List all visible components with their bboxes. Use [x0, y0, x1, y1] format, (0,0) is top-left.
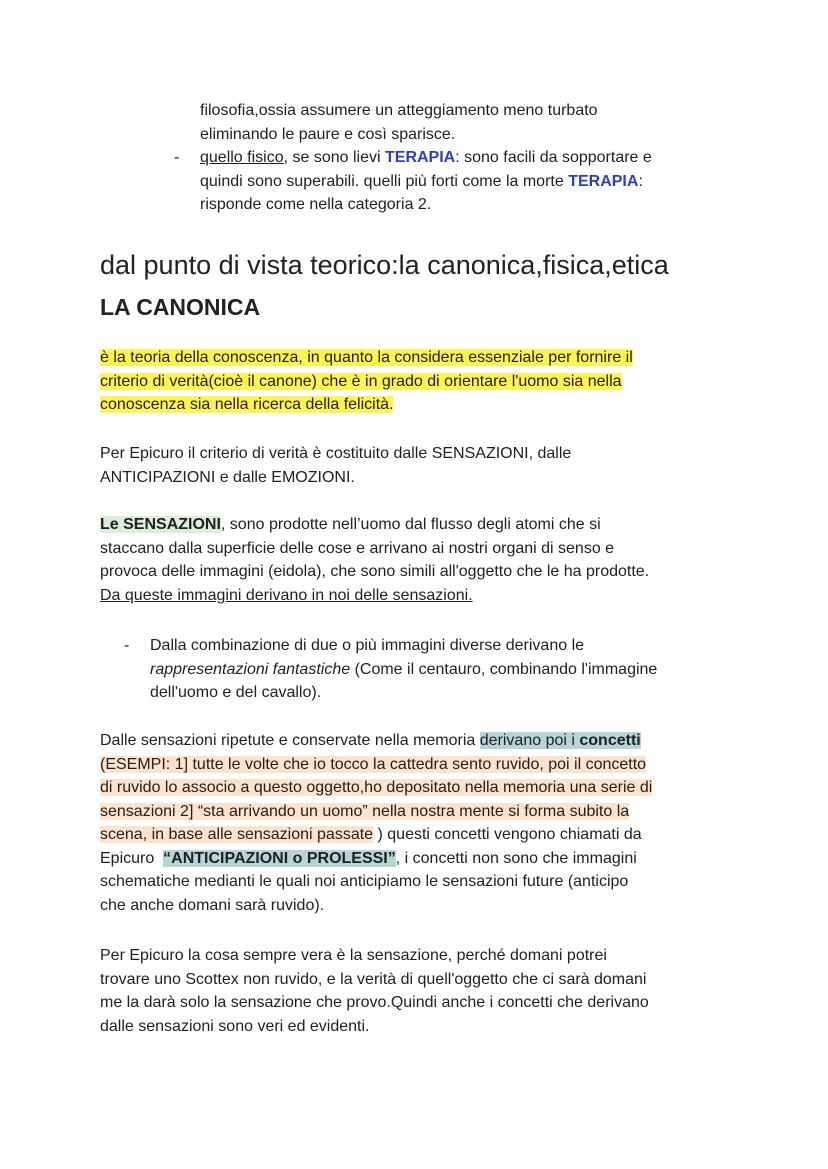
text-span: , sono prodotte nell’uomo dal flusso degli atomi che si	[220, 516, 601, 533]
definition-paragraph	[100, 346, 800, 417]
text-line: Dalla combinazione di due o più immagini diverse derivano le	[150, 637, 585, 654]
text-span: , se sono lievi	[283, 149, 385, 166]
keyword-terapia: TERAPIA	[385, 149, 456, 166]
text-span: : sono facili da sopportare e	[455, 149, 652, 166]
text-line	[100, 393, 800, 417]
text-line	[200, 146, 760, 170]
text-line	[100, 847, 810, 871]
text-line	[100, 513, 800, 537]
italic-term: rappresentazioni fantastiche	[150, 660, 351, 678]
text-line: dell'uomo e del cavallo).	[150, 684, 322, 701]
text-line: me la darà solo la sensazione che provo.Quindi anche i concetti che derivano	[100, 994, 649, 1011]
text-line	[100, 823, 810, 847]
highlighted-text: è la teoria della conoscenza, in quanto la considera essenziale per fornire il	[100, 349, 633, 366]
text-line	[100, 346, 800, 370]
text-span: ) questi concetti vengono chiamati da	[373, 826, 642, 843]
text-span: (Come il centauro, combinando l'immagine	[350, 660, 658, 678]
bold-term-sensazioni: Le SENSAZIONI	[100, 516, 221, 533]
underlined-term: quello fisico	[200, 149, 284, 166]
keyword-terapia: TERAPIA	[568, 172, 639, 190]
subsection-heading: LA CANONICA	[100, 294, 261, 320]
section-heading: dal punto di vista teorico:la canonica,fisica,etica	[100, 250, 669, 280]
list-dash: -	[124, 637, 130, 654]
list-item-continuation	[200, 99, 760, 146]
text-line	[100, 370, 800, 394]
text-line	[100, 584, 800, 608]
text-span: Epicuro	[100, 849, 164, 867]
text-line: ANTICIPAZIONI e dalle EMOZIONI.	[100, 468, 355, 486]
text-line: provoca delle immagini (eidola), che sono simili all'oggetto che le ha prodotte.	[100, 563, 650, 580]
text-line: staccano dalla superficie delle cose e arrivano ai nostri organi di senso e	[100, 539, 615, 557]
list-dash: -	[174, 149, 180, 166]
bold-term-anticipazioni: “ANTICIPAZIONI o PROLESSI”	[163, 849, 396, 867]
text-line: filosofia,ossia assumere un atteggiamento meno turbato	[200, 102, 598, 119]
highlighted-text: di ruvido lo associo a questo oggetto,ho depositato nella memoria una serie di	[100, 779, 653, 796]
text-line	[100, 776, 810, 800]
text-line: Per Epicuro il criterio di verità è costituito dalle SENSAZIONI, dalle	[100, 445, 572, 462]
text-span: quindi sono superabili. quelli più forti come la morte	[200, 172, 569, 190]
highlighted-text: criterio di verità(cioè il canone) che è in grado di orientare l'uomo sia nella	[100, 372, 622, 390]
criteria-paragraph	[100, 442, 800, 489]
text-line	[200, 170, 760, 194]
highlighted-text: (ESEMPI: 1] tutte le volte che io tocco la cattedra sento ruvido, poi il concetto	[100, 755, 647, 773]
text-line	[100, 800, 810, 824]
text-span: , i concetti non sono che immagini	[395, 849, 637, 867]
text-line: Per Epicuro la cosa sempre vera è la sensazione, perché domani potrei	[100, 947, 607, 964]
text-line: trovare uno Scottex non ruvido, e la verità di quell'oggetto che ci sarà domani	[100, 970, 647, 988]
text-line	[100, 729, 810, 753]
concepts-paragraph	[100, 729, 810, 917]
text-line: dalle sensazioni sono veri ed evidenti.	[100, 1017, 370, 1035]
sensations-paragraph	[100, 513, 800, 607]
highlighted-text	[480, 732, 641, 749]
highlighted-text: scena, in base alle sensazioni passate	[100, 826, 374, 843]
highlighted-text: conoscenza sia nella ricerca della felicità.	[100, 396, 394, 413]
bold-term-concetti: concetti	[579, 732, 641, 749]
text-line: eliminando le paure e così sparisce.	[200, 125, 456, 143]
text-span: derivano poi i	[479, 732, 580, 749]
text-line: schematiche medianti le quali noi anticipiamo le sensazioni future (anticipo	[100, 873, 629, 890]
text-span: Dalle sensazioni ripetute e conservate nella memoria	[100, 732, 480, 749]
highlighted-text: sensazioni 2] “sta arrivando un uomo” nella nostra mente si forma subito la	[100, 802, 630, 820]
text-line	[100, 753, 810, 777]
conclusion-paragraph	[100, 944, 810, 1038]
list-item-fantasy	[150, 634, 810, 705]
text-line: che anche domani sarà ruvido).	[100, 896, 325, 914]
text-span: :	[638, 172, 643, 190]
text-line	[150, 658, 810, 682]
text-line: risponde come nella categoria 2.	[200, 196, 432, 213]
underlined-sentence: Da queste immagini derivano in noi delle sensazioni.	[100, 586, 473, 604]
list-item-physical	[200, 146, 760, 217]
